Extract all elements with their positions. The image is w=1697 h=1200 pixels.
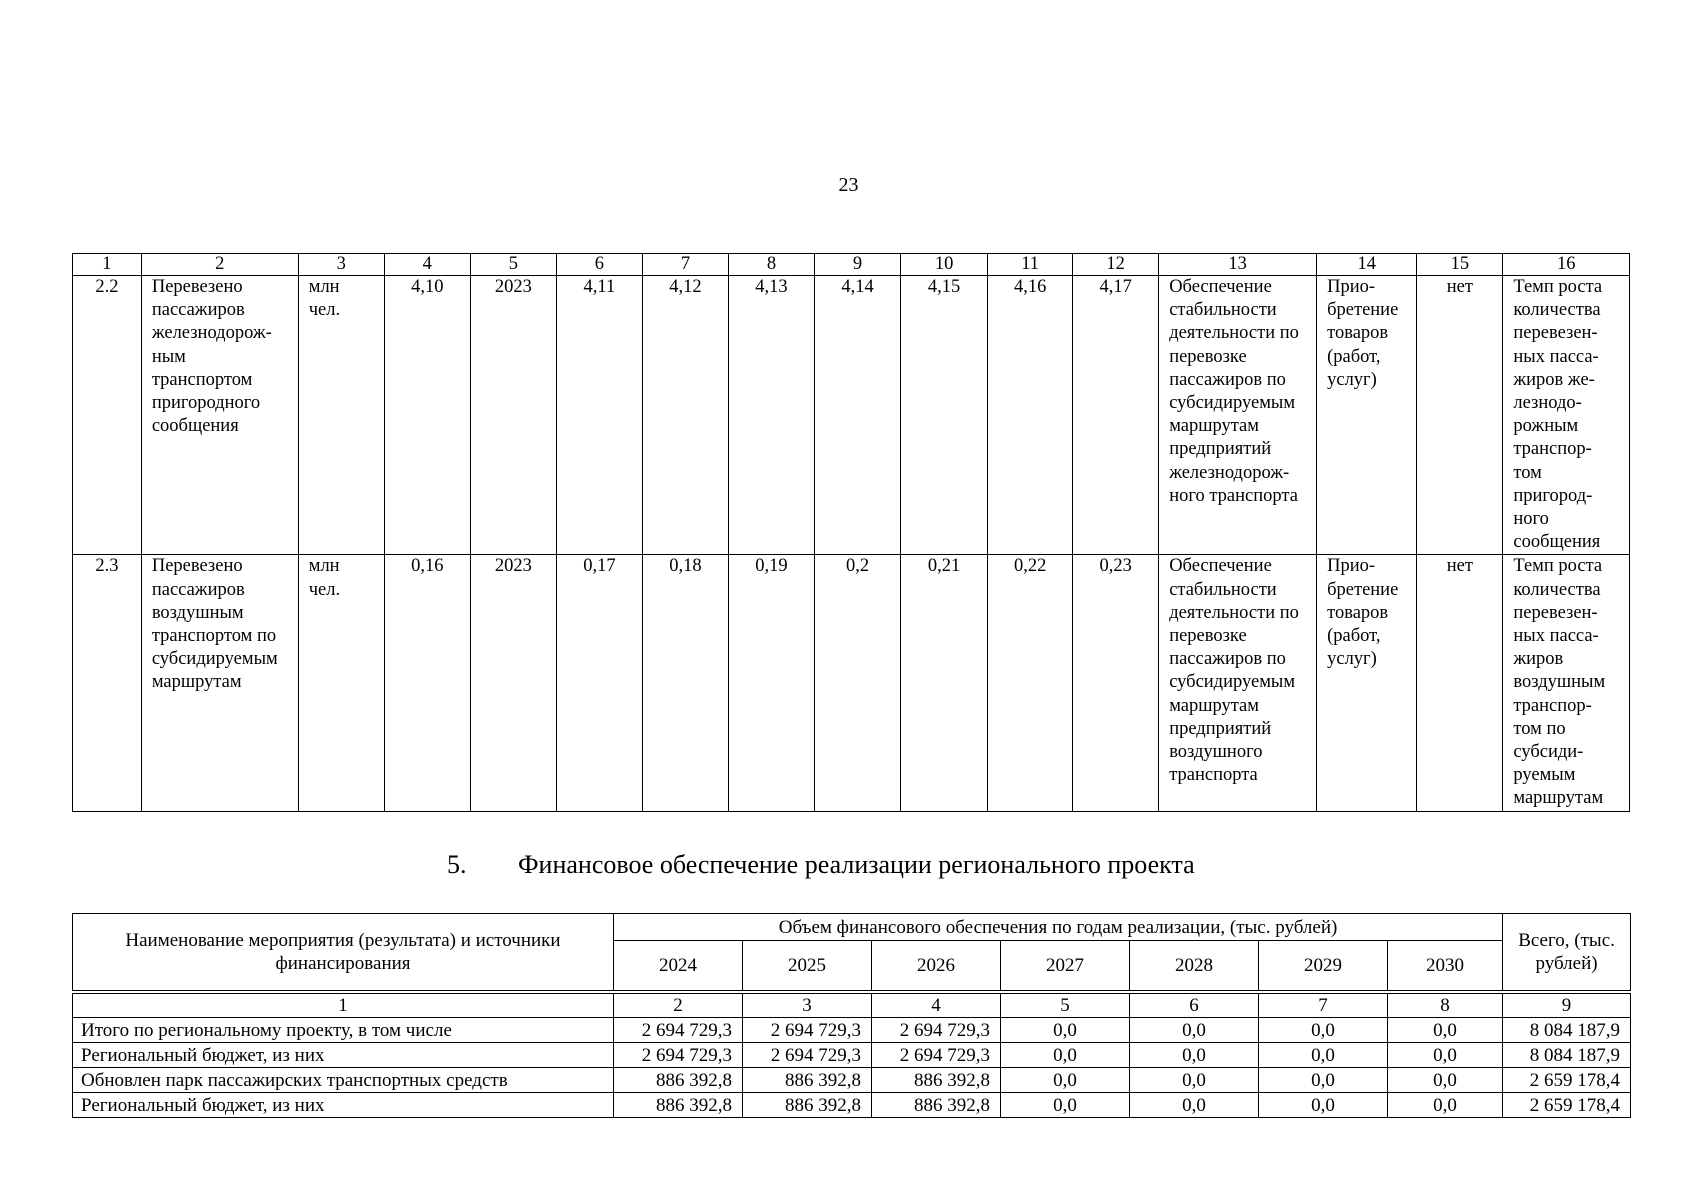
value-cell: 0,0 (1388, 1093, 1503, 1118)
column-number: 5 (470, 254, 556, 276)
flag-cell: нет (1417, 555, 1503, 811)
value-cell: 886 392,8 (872, 1068, 1001, 1093)
value-cell: 886 392,8 (743, 1093, 872, 1118)
row-number: 2.3 (73, 555, 142, 811)
row-name: Обновлен парк пассажирских транспортных средств (73, 1068, 614, 1093)
value-cell: 0,23 (1073, 555, 1159, 811)
column-number: 3 (743, 994, 872, 1018)
table-header-row (73, 254, 1630, 276)
column-number: 5 (1001, 994, 1130, 1018)
task-cell: Обеспечение стабильности деятельности по перевозке пассажиров по субсидируемым маршрутам предприятий железнодорож-ного транспорта (1159, 276, 1317, 555)
section-number: 5. (447, 850, 467, 879)
value-cell: 0,0 (1388, 1018, 1503, 1043)
column-number: 14 (1317, 254, 1417, 276)
indicator-cell: Темп роста количества перевезен-ных пасса-жиров воздушным транспор-том по субсиди-руемым маршрутам (1503, 555, 1630, 811)
total-header: Всего, (тыс. рублей) (1503, 914, 1631, 991)
table-row (73, 276, 1630, 555)
task-cell: Обеспечение стабильности деятельности по перевозке пассажиров по субсидируемым маршрутам предприятий воздушного транспорта (1159, 555, 1317, 811)
value-cell: 2 694 729,3 (872, 1043, 1001, 1068)
type-cell: Прио-бретение товаров (работ, услуг) (1317, 276, 1417, 555)
value-cell: 0,0 (1130, 1043, 1259, 1068)
value-cell: 4,14 (815, 276, 901, 555)
row-name: Итого по региональному проекту, в том числе (73, 1018, 614, 1043)
column-number: 10 (901, 254, 988, 276)
unit-cell: млн чел. (298, 555, 384, 811)
value-cell: 2 694 729,3 (743, 1043, 872, 1068)
value-cell: 0,0 (1001, 1043, 1130, 1068)
section-title: Финансовое обеспечение реализации регионального проекта (518, 850, 1195, 879)
column-number: 9 (1503, 994, 1631, 1018)
name-header: Наименование мероприятия (результата) и источники финансирования (73, 914, 614, 991)
flag-cell: нет (1417, 276, 1503, 555)
value-cell: 4,16 (988, 276, 1073, 555)
total-cell: 8 084 187,9 (1503, 1018, 1631, 1043)
table-row (73, 1043, 1631, 1068)
column-number: 9 (815, 254, 901, 276)
value-cell: 0,0 (1259, 1018, 1388, 1043)
value-cell: 0,18 (642, 555, 728, 811)
results-table (72, 253, 1630, 812)
value-cell: 4,13 (728, 276, 814, 555)
column-number: 7 (642, 254, 728, 276)
value-cell: 4,15 (901, 276, 988, 555)
value-cell: 0,0 (1259, 1093, 1388, 1118)
column-number: 2 (141, 254, 298, 276)
table-row (73, 1068, 1631, 1093)
column-number: 12 (1073, 254, 1159, 276)
year-header: 2024 (614, 941, 743, 991)
column-number: 4 (384, 254, 470, 276)
value-cell: 2 694 729,3 (614, 1018, 743, 1043)
value-cell: 4,17 (1073, 276, 1159, 555)
column-number: 1 (73, 994, 614, 1018)
column-number: 4 (872, 994, 1001, 1018)
volume-header: Объем финансового обеспечения по годам реализации, (тыс. рублей) (614, 914, 1503, 941)
row-number: 2.2 (73, 276, 142, 555)
value-cell: 2 694 729,3 (872, 1018, 1001, 1043)
value-cell: 0,0 (1259, 1043, 1388, 1068)
year-header: 2025 (743, 941, 872, 991)
value-cell: 0,21 (901, 555, 988, 811)
value-cell: 0,0 (1001, 1093, 1130, 1118)
result-name: Перевезено пассажиров железнодорож-ным транспортом пригородного сообщения (141, 276, 298, 555)
total-cell: 2 659 178,4 (1503, 1093, 1631, 1118)
unit-cell: млн чел. (298, 276, 384, 555)
page-number: 23 (838, 174, 859, 196)
base-year-cell: 2023 (470, 555, 556, 811)
row-name: Региональный бюджет, из них (73, 1043, 614, 1068)
value-cell: 886 392,8 (743, 1068, 872, 1093)
base-year-cell: 2023 (470, 276, 556, 555)
total-cell: 2 659 178,4 (1503, 1068, 1631, 1093)
base-value-cell: 0,16 (384, 555, 470, 811)
column-number: 8 (1388, 994, 1503, 1018)
table-header-row (73, 914, 1631, 941)
column-numbers-row (73, 994, 1631, 1018)
table-row (73, 1018, 1631, 1043)
value-cell: 0,0 (1001, 1018, 1130, 1043)
value-cell: 886 392,8 (614, 1068, 743, 1093)
value-cell: 4,11 (556, 276, 642, 555)
column-number: 13 (1159, 254, 1317, 276)
total-cell: 8 084 187,9 (1503, 1043, 1631, 1068)
value-cell: 0,2 (815, 555, 901, 811)
value-cell: 0,17 (556, 555, 642, 811)
column-number: 16 (1503, 254, 1630, 276)
value-cell: 0,0 (1388, 1043, 1503, 1068)
value-cell: 0,22 (988, 555, 1073, 811)
value-cell: 0,0 (1130, 1093, 1259, 1118)
year-header: 2026 (872, 941, 1001, 991)
column-number: 6 (1130, 994, 1259, 1018)
base-value-cell: 4,10 (384, 276, 470, 555)
table-row (73, 1093, 1631, 1118)
value-cell: 0,0 (1130, 1068, 1259, 1093)
indicator-cell: Темп роста количества перевезен-ных пасса-жиров же-лезнодо-рожным транспор-том пригород-ного сообщения (1503, 276, 1630, 555)
value-cell: 886 392,8 (614, 1093, 743, 1118)
value-cell: 2 694 729,3 (614, 1043, 743, 1068)
column-number: 7 (1259, 994, 1388, 1018)
value-cell: 0,0 (1259, 1068, 1388, 1093)
year-header: 2027 (1001, 941, 1130, 991)
table-row (73, 555, 1630, 811)
value-cell: 886 392,8 (872, 1093, 1001, 1118)
financing-table (72, 913, 1631, 1118)
value-cell: 2 694 729,3 (743, 1018, 872, 1043)
value-cell: 0,0 (1388, 1068, 1503, 1093)
year-header: 2030 (1388, 941, 1503, 991)
value-cell: 4,12 (642, 276, 728, 555)
result-name: Перевезено пассажиров воздушным транспортом по субсидируемым маршрутам (141, 555, 298, 811)
row-name: Региональный бюджет, из них (73, 1093, 614, 1118)
value-cell: 0,0 (1001, 1068, 1130, 1093)
value-cell: 0,19 (728, 555, 814, 811)
column-number: 3 (298, 254, 384, 276)
column-number: 8 (728, 254, 814, 276)
column-number: 15 (1417, 254, 1503, 276)
column-number: 6 (556, 254, 642, 276)
column-number: 11 (988, 254, 1073, 276)
value-cell: 0,0 (1130, 1018, 1259, 1043)
year-header: 2029 (1259, 941, 1388, 991)
column-number: 2 (614, 994, 743, 1018)
column-number: 1 (73, 254, 142, 276)
type-cell: Прио-бретение товаров (работ, услуг) (1317, 555, 1417, 811)
year-header: 2028 (1130, 941, 1259, 991)
